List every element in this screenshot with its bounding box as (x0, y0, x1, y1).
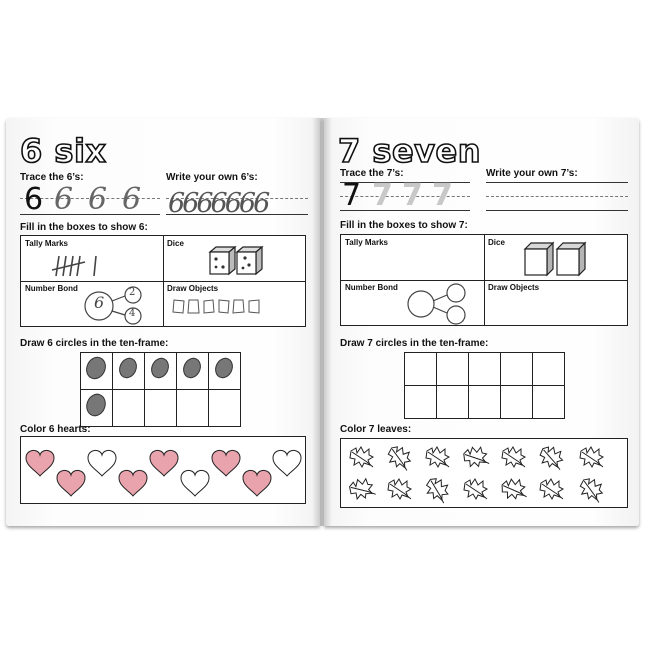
ten-frame-cell[interactable] (501, 353, 533, 386)
write-label: Write your own 6’s: (166, 172, 258, 183)
number-bond-drawing (81, 284, 161, 326)
ten-frame-label: Draw 7 circles in the ten-frame: (340, 338, 489, 349)
traced-digit: 6 (54, 182, 74, 217)
traced-digit: 6 (88, 182, 108, 217)
leaf-icon (538, 444, 565, 469)
heart-colored (150, 450, 178, 476)
ten-frame-cell[interactable] (469, 386, 501, 419)
ten-frame (404, 352, 565, 419)
heart-colored (212, 450, 240, 476)
tally-marks-label: Tally Marks (345, 238, 388, 247)
trace-digit-faint: 7 (432, 178, 453, 213)
ten-frame (80, 352, 241, 427)
trace-label: Trace the 6’s: (20, 172, 84, 183)
ten-frame-cell[interactable] (405, 353, 437, 386)
leaf-icon (540, 479, 563, 499)
ten-frame-cell[interactable] (437, 386, 469, 419)
trace-digit-faint: 7 (372, 178, 393, 213)
write-midline (486, 196, 628, 197)
page-title-six: 6 six (20, 132, 107, 170)
fill-label: Fill in the boxes to show 6: (20, 222, 148, 233)
number-bond-blank (403, 283, 483, 325)
leaf-icon (347, 475, 375, 502)
fill-grid (340, 234, 628, 326)
traced-digit: 6 (122, 182, 142, 217)
dice-label: Dice (488, 238, 505, 247)
bond-part: 4 (129, 308, 136, 319)
leaf-icon (388, 479, 411, 499)
leaf-icon (385, 444, 413, 471)
trace-label: Trace the 7’s: (340, 168, 404, 179)
ten-frame-cell[interactable] (405, 386, 437, 419)
leaf-icon (464, 479, 487, 499)
write-baseline (486, 210, 628, 211)
trace-digit-solid: 6 (24, 182, 44, 217)
scribbled-circle (81, 353, 112, 384)
ten-frame-label: Draw 6 circles in the ten-frame: (20, 338, 169, 349)
leaves-drawing (341, 439, 627, 507)
leaf-icon (577, 476, 605, 503)
leaf-icon (426, 447, 449, 467)
number-bond-label: Number Bond (345, 283, 398, 292)
color-label: Color 6 hearts: (20, 424, 91, 435)
ten-frame-cell[interactable] (533, 386, 565, 419)
write-topline (486, 182, 628, 183)
tally-marks-label: Tally Marks (25, 239, 68, 248)
tally-marks-drawing (51, 252, 121, 280)
ten-frame-cell[interactable] (501, 386, 533, 419)
heart-colored (243, 470, 271, 496)
leaf-icon (500, 477, 526, 501)
scribbled-circle (113, 353, 144, 384)
book-spine (312, 118, 332, 526)
leaf-icon (350, 447, 373, 467)
trace-digit-faint: 7 (402, 178, 423, 213)
leaf-icon (462, 444, 489, 469)
hearts-drawing (21, 437, 305, 503)
leaf-icon (502, 447, 525, 467)
write-label: Write your own 7’s: (486, 168, 578, 179)
heart-blank (273, 450, 301, 476)
fill-label: Fill in the boxes to show 7: (340, 220, 468, 231)
page-six (6, 118, 320, 526)
leaves-box (340, 438, 628, 508)
ten-frame-cell[interactable] (469, 353, 501, 386)
draw-objects-label: Draw Objects (488, 283, 540, 292)
page-title-seven: 7 seven (338, 132, 481, 170)
hearts-box (20, 436, 306, 504)
scribbled-circle (145, 353, 176, 384)
heart-colored (119, 470, 147, 496)
dice-drawing (205, 244, 265, 278)
draw-objects-label: Draw Objects (167, 284, 219, 293)
scribbled-circle (177, 353, 208, 384)
bond-part: 2 (129, 287, 136, 298)
workbook-spread (6, 118, 639, 528)
leaf-icon (580, 447, 603, 467)
dice-drawing-blank (521, 239, 591, 277)
heart-blank (181, 470, 209, 496)
ten-frame-cell[interactable] (437, 353, 469, 386)
fill-grid (20, 235, 306, 327)
ten-frame-cell[interactable] (533, 353, 565, 386)
leaf-icon (423, 475, 452, 503)
scribbled-circle (209, 353, 240, 384)
heart-blank (88, 450, 116, 476)
page-seven (324, 118, 639, 526)
scribbled-circle (81, 390, 112, 421)
handwritten-digits: 6666666 (168, 188, 268, 219)
heart-colored (26, 450, 54, 476)
number-bond-label: Number Bond (25, 284, 78, 293)
heart-colored (57, 470, 85, 496)
color-label: Color 7 leaves: (340, 424, 412, 435)
drawn-objects (171, 296, 271, 318)
dice-label: Dice (167, 239, 184, 248)
bond-whole: 6 (94, 293, 105, 312)
trace-digit-solid: 7 (342, 178, 362, 213)
